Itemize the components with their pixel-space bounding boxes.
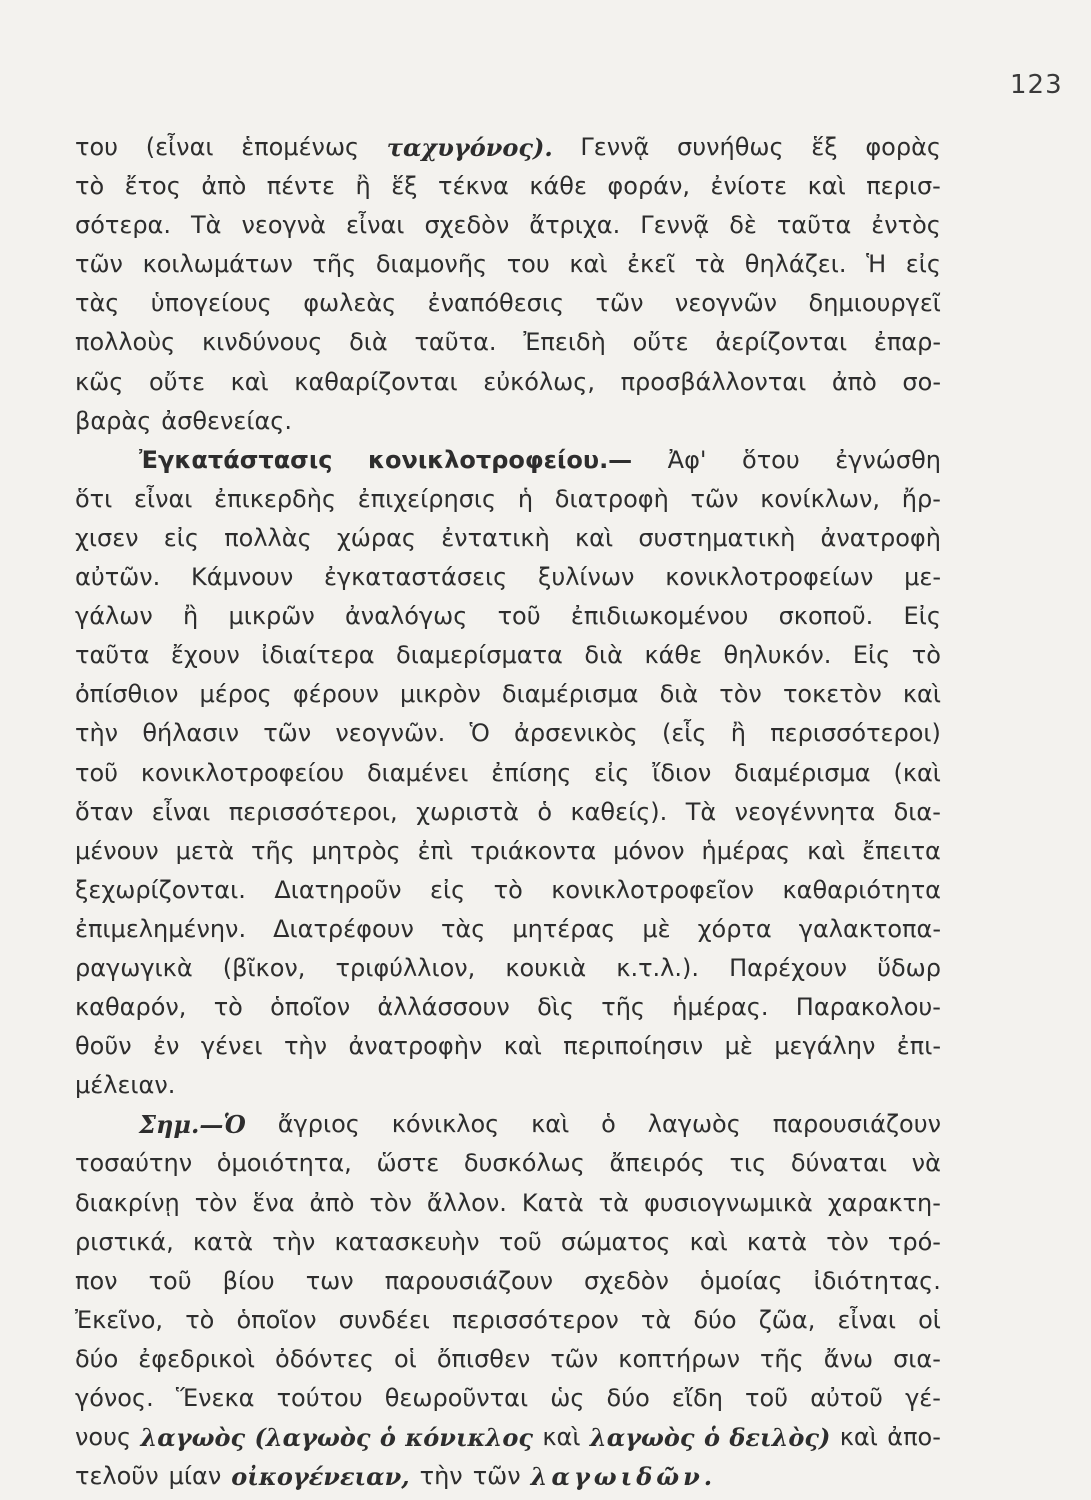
text-line: σότερα. Τὰ νεογνὰ εἶναι σχεδὸν ἄτριχα. Γεννᾷ δὲ ταῦτα ἐντὸς bbox=[75, 211, 941, 240]
text-line: γάλων ἢ μικρῶν ἀναλόγως τοῦ ἐπιδιωκομένου σκοποῦ. Εἰς bbox=[75, 602, 941, 631]
text-line: χισεν εἰς πολλὰς χώρας ἐντατικὴ καὶ συστηματικὴ ἀνατροφὴ bbox=[75, 523, 941, 552]
text-line: ἐπιμελημένην. Διατρέφουν τὰς μητέρας μὲ χόρτα γαλακτοπα- bbox=[75, 914, 941, 943]
body-text bbox=[75, 128, 941, 1496]
note-line: Σημ.—Ὁ ἄγριος κόνικλος καὶ ὁ λαγωὸς παρουσιάζουν bbox=[75, 1105, 941, 1144]
text-line: ξεχωρίζονται. Διατηροῦν εἰς τὸ κονικλοτροφεῖον καθαριότητα bbox=[75, 875, 941, 904]
text-line: τοσαύτην ὁμοιότητα, ὥστε δυσκόλως ἄπειρός τις δύναται νὰ bbox=[75, 1149, 941, 1178]
text-line: τὸ ἔτος ἀπὸ πέντε ἢ ἕξ τέκνα κάθε φοράν, ἐνίοτε καὶ περισ- bbox=[75, 172, 941, 201]
text-line: διακρίνῃ τὸν ἕνα ἀπὸ τὸν ἄλλον. Κατὰ τὰ φυσιογνωμικὰ χαρακτη- bbox=[75, 1188, 941, 1217]
text-line: δύο ἐφεδρικοὶ ὀδόντες οἱ ὄπισθεν τῶν κοπτήρων τῆς ἄνω σια- bbox=[75, 1344, 941, 1373]
text-line: μέλειαν. bbox=[75, 1071, 176, 1100]
page-number: 123 bbox=[1010, 70, 1063, 100]
text-line: ριστικά, κατὰ τὴν κατασκευὴν τοῦ σώματος καὶ κατὰ τὸν τρό- bbox=[75, 1227, 941, 1256]
text-line: θοῦν ἐν γένει τὴν ἀνατροφὴν καὶ περιποίησιν μὲ μεγάλην ἐπι- bbox=[75, 1032, 941, 1061]
text-line: αὐτῶν. Κάμνουν ἐγκαταστάσεις ξυλίνων κονικλοτροφείων με- bbox=[75, 563, 941, 592]
text-line: γόνος. Ἕνεκα τούτου θεωροῦνται ὡς δύο εἴδη τοῦ αὐτοῦ γέ- bbox=[75, 1384, 941, 1412]
text-line: τοῦ κονικλοτροφείου διαμένει ἐπίσης εἰς ἴδιον διαμέρισμα (καὶ bbox=[75, 758, 941, 787]
text-line: τελοῦν μίαν οἰκογένειαν, τὴν τῶν λαγωιδῶν. bbox=[75, 1462, 717, 1492]
section-heading-line: Ἐγκατάστασις κονικλοτροφείου.— Ἀφ' ὅτου ἐγνώσθη bbox=[75, 441, 941, 480]
text-line: ὀπίσθιον μέρος φέρουν μικρὸν διαμέρισμα διὰ τὸν τοκετὸν καὶ bbox=[75, 680, 941, 709]
text-line: νους λαγωὸς (λαγωὸς ὁ κόνικλος καὶ λαγωὸς ὁ δειλὸς) καὶ ἀπο- bbox=[75, 1423, 941, 1453]
text-line: τῶν κοιλωμάτων τῆς διαμονῆς του καὶ ἐκεῖ τὰ θηλάζει. Ἡ εἰς bbox=[75, 250, 941, 279]
text-line: πολλοὺς κινδύνους διὰ ταῦτα. Ἐπειδὴ οὔτε ἀερίζονται ἐπαρ- bbox=[75, 328, 941, 357]
text-line: ραγωγικὰ (βῖκον, τριφύλλιον, κουκιὰ κ.τ.λ.). Παρέχουν ὕδωρ bbox=[75, 953, 941, 982]
text-line: καθαρόν, τὸ ὁποῖον ἀλλάσσουν δὶς τῆς ἡμέρας. Παρακολου- bbox=[75, 993, 941, 1022]
text-line: Ἐκεῖνο, τὸ ὁποῖον συνδέει περισσότερον τὰ δύο ζῶα, εἶναι οἱ bbox=[75, 1305, 941, 1334]
text-line: βαρὰς ἀσθενείας. bbox=[75, 406, 293, 435]
text-line: μένουν μετὰ τῆς μητρὸς ἐπὶ τριάκοντα μόνον ἡμέρας καὶ ἔπειτα bbox=[75, 836, 941, 865]
text-line: κῶς οὔτε καὶ καθαρίζονται εὐκόλως, προσβάλλονται ἀπὸ σο- bbox=[75, 367, 941, 396]
text-line: τὴν θήλασιν τῶν νεογνῶν. Ὁ ἀρσενικὸς (εἷς ἢ περισσότεροι) bbox=[75, 719, 941, 748]
section-heading: Ἐγκατάστασις bbox=[139, 445, 333, 474]
text-line: πον τοῦ βίου των παρουσιάζουν σχεδὸν ὁμοίας ἰδιότητας. bbox=[75, 1266, 941, 1295]
text-line: ὅταν εἶναι περισσότεροι, χωριστὰ ὁ καθείς). Τὰ νεογέννητα δια- bbox=[75, 797, 941, 826]
note-label: Σημ.—Ὁ bbox=[139, 1110, 246, 1140]
text-line: τὰς ὑπογείους φωλεὰς ἐναπόθεσις τῶν νεογνῶν δημιουργεῖ bbox=[75, 289, 941, 318]
text-line: του (εἶναι ἑπομένως ταχυγόνος). Γεννᾷ συνήθως ἕξ φορὰς bbox=[75, 133, 941, 162]
text-line: ταῦτα ἔχουν ἰδιαίτερα διαμερίσματα διὰ κάθε θηλυκόν. Εἰς τὸ bbox=[75, 641, 941, 670]
text-line: ὅτι εἶναι ἐπικερδὴς ἐπιχείρησις ἡ διατροφὴ τῶν κονίκλων, ἤρ- bbox=[75, 484, 941, 513]
